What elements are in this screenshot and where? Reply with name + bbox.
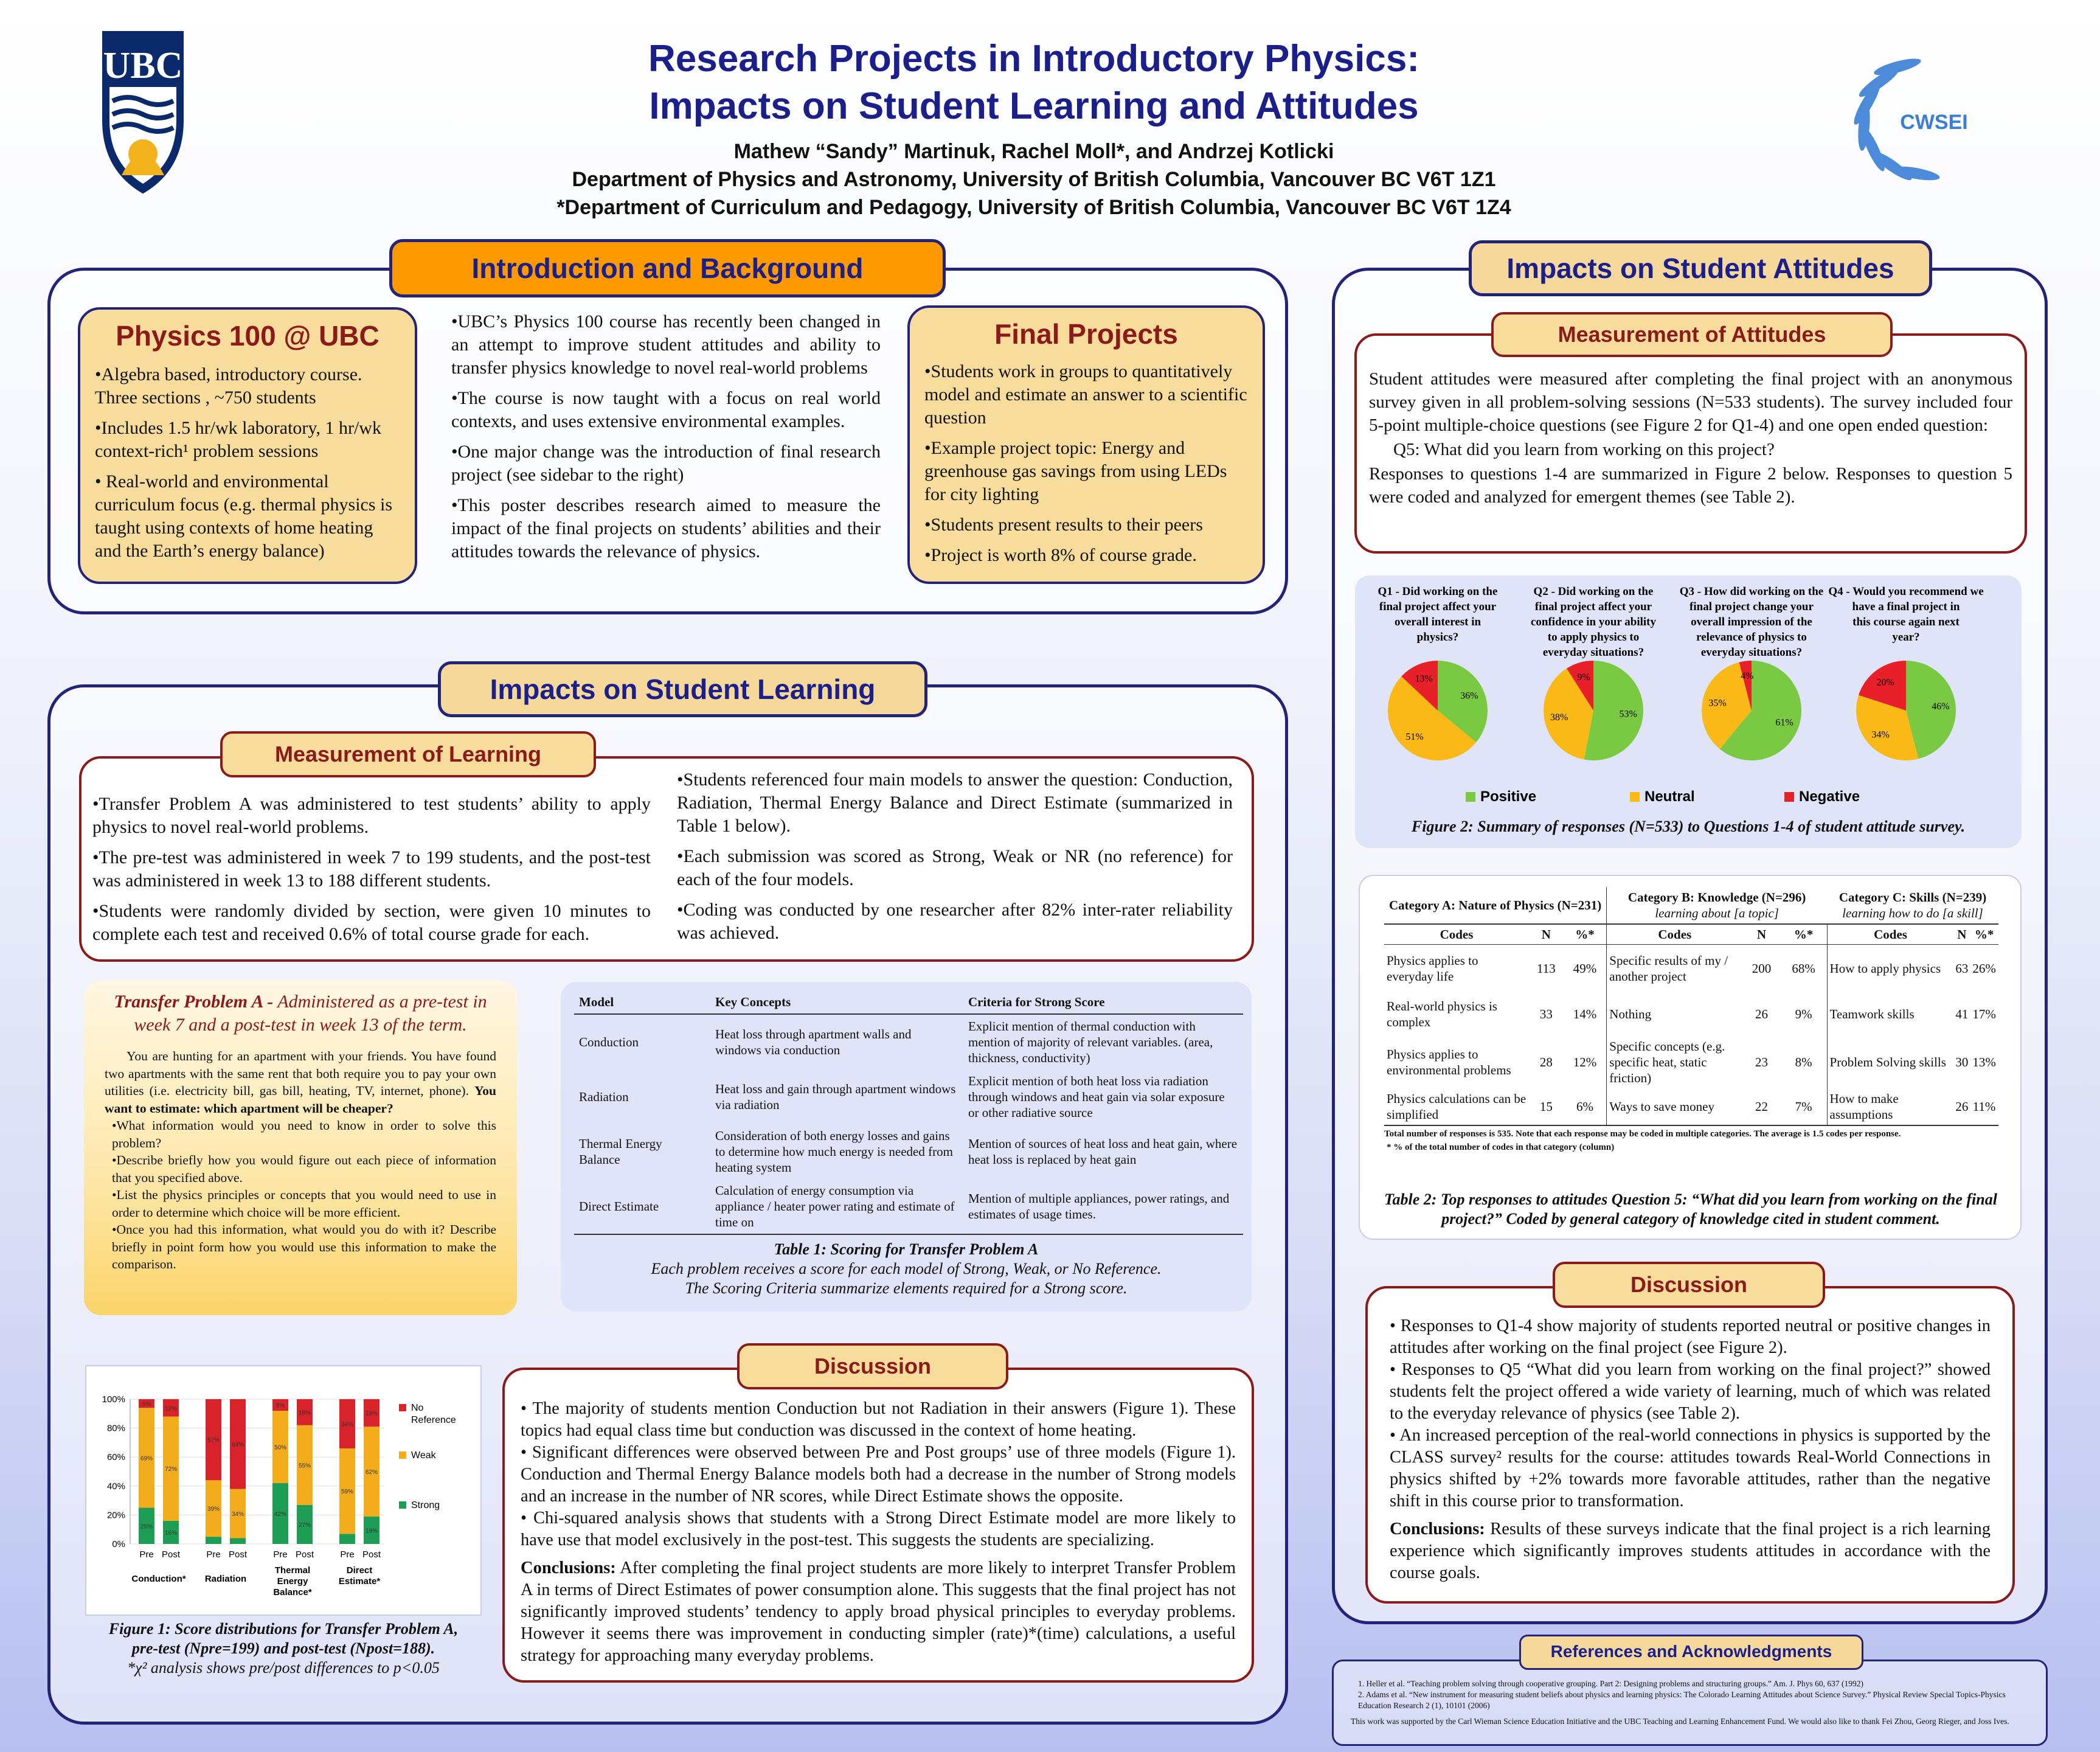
list-item: •List the physics principles or concepts that you would need to use in order to determine which choice will be more efficient. — [112, 1187, 496, 1220]
list-item: •The course is now taught with a focus on real world contexts, and uses extensive environmental examples. — [451, 388, 881, 431]
list-item: • Significant differences were observed between Pre and Post groups’ use of three models (Figure 1). Conduction and Thermal Energy Balance models both had a decrease in the number of Strong models and an increase in the number of NR scores, while Direct Estimate shows the opposite. — [521, 1443, 1236, 1506]
pie-label: 61% — [1775, 717, 1793, 728]
intro-middle-text — [451, 310, 881, 571]
table2-header-n: N — [1756, 927, 1767, 942]
table-cell: 26 — [1755, 1006, 1768, 1021]
table-cell: Direct Estimate — [579, 1199, 659, 1214]
learning-heading: Impacts on Student Learning — [438, 661, 927, 717]
pie-label: 51% — [1405, 732, 1424, 743]
table-cell: 28 — [1539, 1054, 1553, 1069]
ubc-logo — [100, 29, 185, 195]
pie-title: Q1 - Did working on the final project affect your overall interest in physics? — [1377, 585, 1498, 644]
list-item: •Coding was conducted by one researcher after 82% inter-rater reliability was achieved. — [677, 900, 1233, 943]
table-cell: 13% — [1972, 1054, 1996, 1069]
table2-cat-c: Category C: Skills (N=239) — [1838, 890, 1987, 905]
table1 — [574, 990, 1243, 1235]
affiliation-1: Department of Physics and Astronomy, University of British Columbia, Vancouver BC V6T 1Z1 — [572, 168, 1496, 191]
transfer-problem-body — [97, 1048, 504, 1273]
table-cell: 30 — [1955, 1054, 1969, 1069]
table-cell: Consideration of both energy losses and gains to determine how much energy is needed from heating system — [715, 1128, 953, 1175]
legend-label: Weak — [411, 1450, 436, 1461]
pie-label: 35% — [1708, 698, 1727, 709]
measurement-attitudes-text — [1369, 367, 2012, 509]
table2-cat-c-sub: learning how to do [a skill] — [1842, 906, 1983, 920]
table-cell: Calculation of energy consumption via appliance / heater power rating and estimate of time on — [715, 1183, 955, 1229]
bar-segment — [206, 1537, 221, 1544]
table1-caption-title: Table 1: Scoring for Transfer Problem A — [774, 1240, 1039, 1258]
x-tick-label: Pre — [139, 1549, 154, 1560]
table2-box — [1359, 875, 2022, 1240]
x-tick-label: Post — [295, 1549, 314, 1560]
intro-heading: Introduction and Background — [389, 239, 946, 297]
x-tick-label: Post — [161, 1549, 181, 1560]
data-label: 19% — [365, 1528, 378, 1535]
table-cell: 49% — [1573, 961, 1597, 976]
list-item: •UBC’s Physics 100 course has recently been changed in an attempt to improve student attitudes and ability to transfer physics knowledge to novel real-world problems — [451, 311, 881, 378]
table-cell: 26 — [1955, 1099, 1969, 1114]
list-item: •The pre-test was administered in week 7 to 199 students, and the post-test was administered in week 13 to 188 different students. — [92, 847, 651, 891]
problem-question: You want to estimate: which apartment will be cheaper? — [105, 1083, 496, 1116]
list-item: •Students work in groups to quantitatively model and estimate an answer to a scientific question — [924, 361, 1247, 428]
table-row — [574, 1124, 1243, 1179]
data-label: 27% — [298, 1521, 311, 1529]
pie-label: 53% — [1619, 709, 1637, 720]
data-label: 19% — [365, 1410, 378, 1417]
legend-swatch — [399, 1451, 406, 1459]
legend-label: Neutral — [1644, 788, 1695, 805]
data-label: 62% — [365, 1469, 378, 1476]
measurement-learning-heading: Measurement of Learning — [220, 731, 596, 777]
legend-swatch — [399, 1404, 406, 1411]
attitudes-discussion-box — [1365, 1286, 2015, 1604]
legend-swatch — [1630, 792, 1640, 802]
reference-1: 1. Heller et al. “Teaching problem solving through cooperative grouping. Part 2: Designing problems and structuring groups.” Am. J. Phys 60, 637 (1992) — [1358, 1679, 1864, 1688]
table-cell: Conduction — [579, 1035, 639, 1049]
legend-label: Strong — [411, 1500, 440, 1510]
list-item: •Students referenced four main models to answer the question: Conduction, Radiation, Thermal Energy Balance and Direct Estimate (summarized in Table 1 below). — [677, 770, 1233, 836]
list-item: • Real-world and environmental curriculum focus (e.g. thermal physics is taught using contexts of home heating and the Earth’s energy balance) — [95, 471, 393, 561]
measurement-attitudes-heading: Measurement of Attitudes — [1491, 312, 1893, 357]
table-cell: Real-world physics is complex — [1387, 998, 1497, 1029]
table2 — [1384, 887, 1998, 1126]
table1-box — [561, 982, 1252, 1312]
y-tick-label: 20% — [106, 1510, 125, 1521]
list-item: • An increased perception of the real-world connections in physics is supported by the CLASS survey² results for the course: attitudes towards Real-World Connections in physics shifted by +2% towards more favorable attitudes, rather than the negative shift in this course prior to transformation. — [1390, 1426, 1991, 1510]
list-item: •One major change was the introduction of final research project (see sidebar to the right) — [451, 442, 881, 485]
physics100-title: Physics 100 @ UBC — [116, 320, 379, 352]
table-cell: 7% — [1795, 1099, 1812, 1114]
data-label: 6% — [142, 1401, 151, 1408]
learning-discussion-heading: Discussion — [737, 1343, 1008, 1389]
table-cell: 68% — [1792, 961, 1815, 976]
pie-title: Q4 - Would you recommend we have a final project in this course again next year? — [1828, 585, 1984, 644]
pie-label: 34% — [1871, 729, 1890, 740]
data-label: 72% — [164, 1466, 178, 1473]
data-label: 34% — [231, 1511, 244, 1518]
figure2-caption: Figure 2: Summary of responses (N=533) to Questions 1-4 of student attitude survey. — [1411, 818, 1966, 835]
table2-header-pct: %* — [1575, 927, 1595, 942]
table2-note-2: * % of the total number of codes in that category (column) — [1387, 1142, 1615, 1152]
category-label: Radiation — [204, 1574, 247, 1584]
table1-caption-line3: The Scoring Criteria summarize elements required for a Strong score. — [685, 1279, 1128, 1297]
reference-2: 2. Adams et al. “New instrument for measuring student beliefs about physics and learning physics: The Colorado Learning Attitudes about Science Survey.” Physical Review Special Topics-Physics Education Research 2 (1), 10101 (2006) — [1358, 1690, 2006, 1710]
y-tick-label: 40% — [106, 1481, 125, 1492]
pie-label: 38% — [1550, 712, 1568, 723]
table-cell: 41 — [1955, 1006, 1969, 1021]
table-cell: Heat loss and gain through apartment windows via radiation — [715, 1082, 956, 1112]
table-cell: Ways to save money — [1607, 1088, 1743, 1125]
table-cell: Mention of multiple appliances, power ratings, and estimates of usage times. — [968, 1191, 1230, 1222]
table-cell: Physics calculations can be simplified — [1387, 1091, 1526, 1122]
svg-text:CWSEI: CWSEI — [1900, 111, 1968, 134]
table-cell: Mention of sources of heat loss and heat gain, where heat loss is replaced by heat gain — [968, 1136, 1238, 1167]
table2-header-pct: %* — [1974, 927, 1994, 942]
references-heading: References and Acknowledgments — [1519, 1635, 1863, 1670]
transfer-problem-heading — [97, 990, 504, 1037]
table-row — [1384, 1088, 1998, 1125]
data-label: 39% — [207, 1506, 220, 1513]
table-cell: Heat loss through apartment walls and windows via conduction — [715, 1027, 912, 1057]
attitudes-discussion-text — [1390, 1315, 1991, 1584]
pie-label: 36% — [1460, 690, 1478, 701]
table-cell: Thermal Energy Balance — [579, 1136, 662, 1167]
learning-discussion-text — [521, 1398, 1236, 1667]
table-cell: Problem Solving skills — [1827, 1036, 1954, 1088]
table-cell: 200 — [1752, 961, 1772, 976]
data-label: 25% — [140, 1523, 153, 1531]
y-tick-label: 60% — [106, 1452, 125, 1463]
table-cell: Radiation — [579, 1090, 629, 1104]
category-label: Thermal Energy Balance* — [273, 1565, 312, 1597]
table-row — [574, 1069, 1243, 1124]
table-cell: 11% — [1972, 1099, 1996, 1114]
transfer-problem-box — [84, 981, 517, 1315]
table-cell: Physics applies to environmental problems — [1387, 1046, 1511, 1077]
list-item: •Includes 1.5 hr/wk laboratory, 1 hr/wk context-rich¹ problem sessions — [95, 418, 381, 461]
conclusion-label: Conclusions: — [1390, 1520, 1485, 1538]
final-projects-title: Final Projects — [994, 318, 1178, 350]
bar-segment — [339, 1534, 355, 1544]
pie-title: Q2 - Did working on the final project affect your confidence in your ability to apply physics to everyday situations? — [1530, 585, 1657, 659]
legend-label: Positive — [1480, 788, 1537, 805]
attitudes-heading: Impacts on Student Attitudes — [1469, 240, 1932, 296]
pie-label: 13% — [1415, 673, 1433, 684]
x-tick-label: Post — [362, 1549, 381, 1560]
measure-q5: Q5: What did you learn from working on this project? — [1393, 440, 1775, 459]
category-label: Conduction* — [131, 1574, 186, 1584]
table-row — [574, 1014, 1243, 1069]
table-cell: Explicit mention of thermal conduction with mention of majority of relevant variables. (area, thickness, conductivity) — [968, 1019, 1213, 1065]
list-item: •Each submission was scored as Strong, Weak or NR (no reference) for each of the four models. — [677, 846, 1233, 889]
bar-segment — [230, 1538, 246, 1544]
data-label: 50% — [274, 1444, 287, 1451]
table-cell: 26% — [1972, 961, 1996, 976]
data-label: 69% — [140, 1455, 153, 1462]
list-item: • The majority of students mention Conduction but not Radiation in their answers (Figure 1). These topics had equal class time but conduction was discussed in the context of home heating. — [521, 1399, 1236, 1440]
physics100-box — [78, 307, 417, 584]
table-cell: How to make assumptions — [1827, 1088, 1954, 1125]
data-label: 57% — [207, 1437, 220, 1444]
author-block — [365, 137, 1703, 221]
table-cell: Specific concepts (e.g. specific heat, static friction) — [1607, 1036, 1743, 1088]
list-item: •Once you had this information, what would you do with it? Describe briefly in point form how you would use this information to make the comparison. — [112, 1222, 496, 1271]
table2-header-codes: Codes — [1607, 924, 1743, 945]
final-projects-box — [907, 305, 1265, 584]
acknowledgments: This work was supported by the Carl Wieman Science Education Initiative and the UBC Teaching and Learning Enhancement Fund. We would also like to thank Fei Zhou, Georg Rieger, and Joss Ives. — [1351, 1717, 2009, 1726]
table-cell: 23 — [1755, 1054, 1768, 1069]
table-cell: 9% — [1795, 1006, 1812, 1021]
physics100-list — [95, 363, 400, 563]
data-label: 16% — [164, 1529, 178, 1537]
transfer-problem-subtitle: Administered as a pre-test in week 7 and a post-test in week 13 of the term. — [134, 992, 487, 1035]
table-cell: 14% — [1573, 1006, 1597, 1021]
table-cell: Physics applies to everyday life — [1387, 953, 1478, 984]
svg-text:UBC: UBC — [103, 45, 183, 86]
table1-caption-line2: Each problem receives a score for each model of Strong, Weak, or No Reference. — [651, 1260, 1162, 1278]
figure1-chart — [86, 1366, 480, 1615]
measurement-learning-left — [92, 793, 651, 953]
list-item: •Describe briefly how you would figure out each piece of information that you specified above. — [112, 1153, 496, 1185]
table2-cat-b-sub: learning about [a topic] — [1655, 906, 1779, 920]
table2-note-1: Total number of responses is 535. Note that each response may be coded in multiple categories. The average is 1.5 codes per response. — [1384, 1128, 1901, 1139]
figure2-box — [1355, 575, 2022, 848]
data-label: 42% — [274, 1511, 287, 1518]
table2-cat-b: Category B: Knowledge (N=296) — [1627, 890, 1806, 905]
legend-swatch — [1784, 792, 1794, 802]
table-row — [574, 1179, 1243, 1234]
figure1-caption-line1: Figure 1: Score distributions for Transfer Problem A, — [108, 1620, 459, 1638]
figure1-caption-line2: pre-test (Npre=199) and post-test (Npost=188). — [131, 1639, 435, 1657]
table-cell: 6% — [1576, 1099, 1593, 1114]
transfer-problem-title: Transfer Problem A - — [114, 992, 274, 1012]
figure1-caption-line3: *χ² analysis shows pre/post differences to p<0.05 — [127, 1659, 440, 1677]
table2-cat-a: Category A: Nature of Physics (N=231) — [1389, 898, 1602, 912]
authors: Mathew “Sandy” Martinuk, Rachel Moll*, and Andrzej Kotlicki — [733, 140, 1334, 163]
table-row — [1384, 992, 1998, 1036]
data-label: 64% — [231, 1441, 244, 1448]
pie-title: Q3 - How did working on the final project change your overall impression of the relevance of physics to everyday situations? — [1679, 585, 1824, 659]
measure-paragraph-2: Responses to questions 1-4 are summarized in Figure 2 below. Responses to question 5 were coded and analyzed for emergent themes (see Table 2). — [1369, 464, 2012, 507]
list-item: • Responses to Q5 “What did you learn from working on the final project?” showed students felt the project offered a wide variety of learning, much of which was related to the everyday relevance of physics (see Table 2). — [1390, 1360, 1991, 1423]
measurement-attitudes-box — [1354, 333, 2027, 554]
table-cell: 8% — [1795, 1054, 1812, 1069]
title-line-1: Research Projects in Introductory Physics: — [648, 38, 1419, 80]
table-cell: 113 — [1536, 961, 1556, 976]
table2-header-n: N — [1541, 927, 1551, 942]
x-tick-label: Pre — [273, 1549, 288, 1560]
table-cell: 12% — [1573, 1054, 1597, 1069]
list-item: •Project is worth 8% of course grade. — [924, 545, 1197, 565]
figure2-chart — [1355, 575, 2022, 848]
pie-label: 4% — [1741, 671, 1754, 682]
data-label: 12% — [164, 1405, 178, 1413]
legend-swatch — [399, 1501, 406, 1509]
data-label: 18% — [298, 1410, 311, 1417]
table-cell: Explicit mention of both heat loss via radiation through windows and heat gain via solar exposure or other radiative source — [968, 1074, 1225, 1120]
table-cell: 17% — [1972, 1006, 1996, 1021]
x-tick-label: Pre — [206, 1549, 221, 1560]
data-label: 8% — [275, 1402, 285, 1410]
learning-discussion-box — [502, 1368, 1254, 1683]
x-tick-label: Post — [228, 1549, 248, 1560]
data-label: 34% — [341, 1421, 354, 1428]
title-line-2: Impacts on Student Learning and Attitudes — [649, 85, 1419, 127]
pie-label: 20% — [1876, 677, 1894, 688]
pie-label: 9% — [1577, 672, 1590, 683]
table1-header-concepts: Key Concepts — [715, 995, 791, 1009]
conclusion-text: Results of these surveys indicate that the final project is a rich learning experience which significantly improves students attitudes in accordance with the course goals. — [1390, 1520, 1991, 1582]
table1-header-criteria: Criteria for Strong Score — [968, 995, 1105, 1009]
pie-label: 46% — [1932, 701, 1950, 712]
table-cell: 22 — [1755, 1099, 1768, 1114]
legend-swatch — [1466, 792, 1475, 802]
table-row — [1384, 945, 1998, 992]
y-tick-label: 100% — [102, 1394, 125, 1405]
table-cell: Specific results of my / another project — [1607, 945, 1743, 992]
poster-title — [365, 35, 1703, 130]
data-label: 55% — [298, 1462, 311, 1470]
table2-header-codes: Codes — [1440, 927, 1474, 942]
table-cell: 15 — [1539, 1099, 1553, 1114]
table-cell: 63 — [1955, 961, 1969, 976]
table-cell: Nothing — [1607, 992, 1743, 1036]
table1-caption — [570, 1240, 1242, 1298]
list-item: •This poster describes research aimed to measure the impact of the final projects on students’ abilities and their attitudes towards the relevance of physics. — [451, 495, 881, 561]
table-row — [1384, 1036, 1998, 1088]
measure-paragraph-1: Student attitudes were measured after completing the final project with an anonymous survey given in all problem-solving sessions (N=533 students). The survey included four 5-point multiple-choice questions (see Figure 2 for Q1-4) and one open ended question: — [1369, 369, 2012, 435]
references-box — [1332, 1660, 2048, 1746]
data-label: 59% — [341, 1489, 354, 1496]
list-item: •Example project topic: Energy and greenhouse gas savings from using LEDs for city lighting — [924, 438, 1227, 504]
attitudes-discussion-heading: Discussion — [1553, 1262, 1825, 1308]
attitudes-conclusion — [1390, 1518, 1991, 1584]
final-projects-list — [924, 360, 1248, 567]
table-cell: 33 — [1539, 1006, 1553, 1021]
table1-header-model: Model — [579, 995, 614, 1009]
table2-header-pct: %* — [1793, 927, 1814, 942]
list-item: •Algebra based, introductory course. Three sections , ~750 students — [95, 364, 362, 408]
measurement-learning-right — [677, 768, 1233, 952]
table-cell: Teamwork skills — [1827, 992, 1954, 1036]
list-item: • Responses to Q1-4 show majority of students reported neutral or positive changes in attitudes after working on the final project (see Figure 2). — [1390, 1316, 1991, 1357]
list-item: •Students present results to their peers — [924, 515, 1203, 535]
figure1-box — [85, 1365, 482, 1616]
learning-conclusion — [521, 1557, 1236, 1667]
list-item: •Transfer Problem A was administered to test students’ ability to apply physics to novel real-world problems. — [92, 794, 651, 837]
list-item: •Students were randomly divided by section, were given 10 minutes to complete each test and received 0.6% of total course grade for each. — [92, 901, 651, 944]
figure1-caption — [85, 1619, 482, 1678]
conclusion-label: Conclusions: — [521, 1559, 616, 1577]
problem-text: You are hunting for an apartment with your friends. You have found two apartments with the same rent that both require you to pay your own utilities (i.e. electricity bill, gas bill, heating, TV, internet, phone). — [105, 1049, 496, 1098]
conclusion-text: After completing the final project students are more likely to interpret Transfer Problem A in terms of Direct Estimates of power consumption alone. This suggests that the final project has not significantly improved students’ tendency to apply broad physical principles to everyday problems. However it seems there was improvement in conducting simpler (rate)*(time) calculations, a useful strategy for approaching many everyday problems. — [521, 1559, 1236, 1665]
table-cell: How to apply physics — [1827, 945, 1954, 992]
legend-label: Negative — [1799, 788, 1860, 805]
affiliation-2: *Department of Curriculum and Pedagogy, University of British Columbia, Vancouver BC V6T 1Z4 — [556, 196, 1511, 219]
cwsei-logo — [1831, 49, 1977, 182]
legend-label: No Reference — [411, 1403, 456, 1425]
category-label: Direct Estimate* — [338, 1565, 381, 1587]
y-tick-label: 80% — [106, 1423, 125, 1434]
y-tick-label: 0% — [112, 1539, 125, 1549]
x-tick-label: Pre — [340, 1549, 355, 1560]
list-item: •What information would you need to know in order to solve this problem? — [112, 1118, 496, 1150]
table2-header-codes: Codes — [1827, 924, 1954, 945]
table2-caption: Table 2: Top responses to attitudes Question 5: “What did you learn from working on the final project?” Coded by general category of knowledge cited in student comment. — [1384, 1191, 1997, 1228]
list-item: • Chi-squared analysis shows that students with a Strong Direct Estimate model are more likely to have use that model exclusively in the post-test. This suggests the students are specializing. — [521, 1509, 1236, 1549]
table2-header-n: N — [1957, 927, 1967, 942]
